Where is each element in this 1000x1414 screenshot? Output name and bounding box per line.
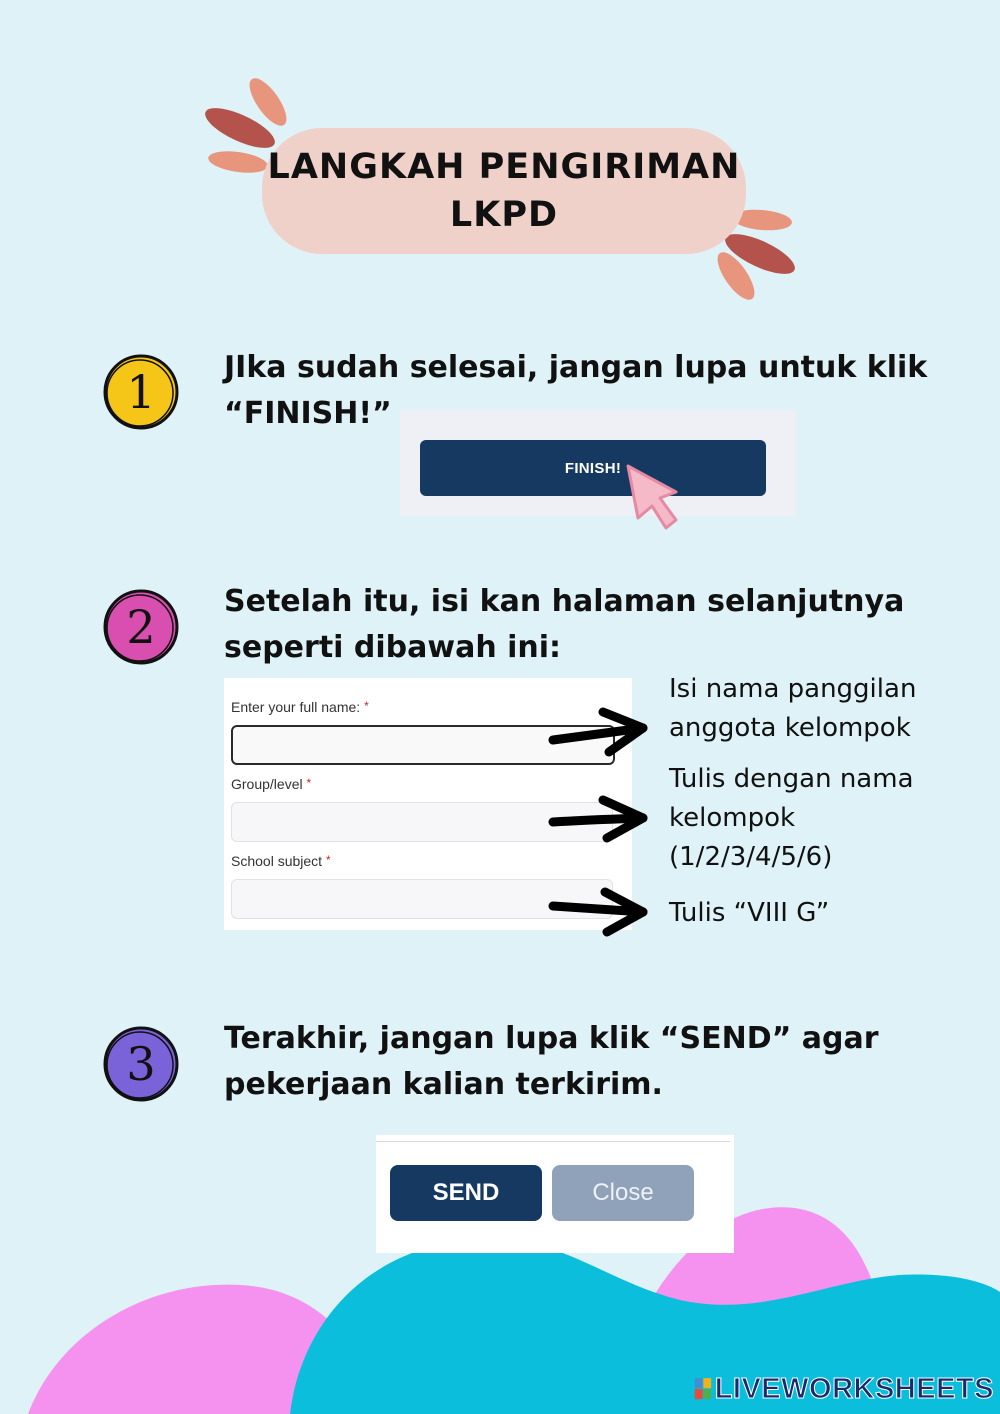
send-dialog-screenshot [376, 1135, 734, 1253]
pointer-arrow-icon [624, 462, 688, 534]
step-1-badge [99, 350, 183, 434]
step-2-number: 2 [126, 600, 156, 654]
liveworksheets-mark-icon [694, 1374, 713, 1404]
liveworksheets-logo [694, 1372, 994, 1406]
note-full-name-line2: anggota kelompok [669, 713, 911, 743]
step-3-line1: Terakhir, jangan lupa klik “SEND” agar [224, 1021, 879, 1056]
close-button[interactable]: Close [552, 1165, 694, 1221]
step-3-instruction [224, 1016, 944, 1108]
step-3-number: 3 [126, 1037, 156, 1091]
note-full-name [669, 670, 916, 748]
note-group-line1: Tulis dengan nama [669, 764, 914, 794]
group-field-label: Group/level * [231, 776, 312, 792]
step-2-line1: Setelah itu, isi kan halaman selanjutnya [224, 584, 905, 619]
step-1-line2: “FINISH!” [224, 396, 392, 431]
subject-field-label: School subject * [231, 853, 331, 869]
send-button[interactable]: SEND [390, 1165, 542, 1221]
arrow-right-icon [545, 702, 655, 762]
step-1-number: 1 [126, 365, 156, 419]
step-3-line2: pekerjaan kalian terkirim. [224, 1067, 663, 1102]
dialog-divider [376, 1141, 730, 1142]
step-2-instruction [224, 579, 944, 671]
step-2-line2: seperti dibawah ini: [224, 630, 562, 665]
page-title-line2: LKPD [449, 195, 559, 235]
note-full-name-line1: Isi nama panggilan [669, 674, 917, 704]
note-group [669, 760, 914, 877]
title-box [262, 128, 746, 254]
note-group-line3: (1/2/3/4/5/6) [669, 842, 833, 872]
step-2-badge [99, 585, 183, 669]
title-badge [200, 78, 800, 308]
brand-name: LIVEWORKSHEETS [714, 1372, 994, 1405]
name-field-label: Enter your full name: * [231, 699, 369, 715]
finish-screenshot [400, 410, 796, 516]
note-subject [669, 894, 829, 933]
page-title-line1: LANGKAH PENGIRIMAN [267, 147, 741, 187]
note-subject-line1: Tulis “VIII G” [669, 898, 830, 928]
step-1-line1: JIka sudah selesai, jangan lupa untuk klik [224, 350, 928, 385]
note-group-line2: kelompok [669, 803, 796, 833]
step-3-badge [99, 1022, 183, 1106]
arrow-right-icon [545, 882, 655, 942]
finish-button[interactable]: FINISH! [420, 440, 766, 496]
arrow-right-icon [545, 792, 655, 852]
